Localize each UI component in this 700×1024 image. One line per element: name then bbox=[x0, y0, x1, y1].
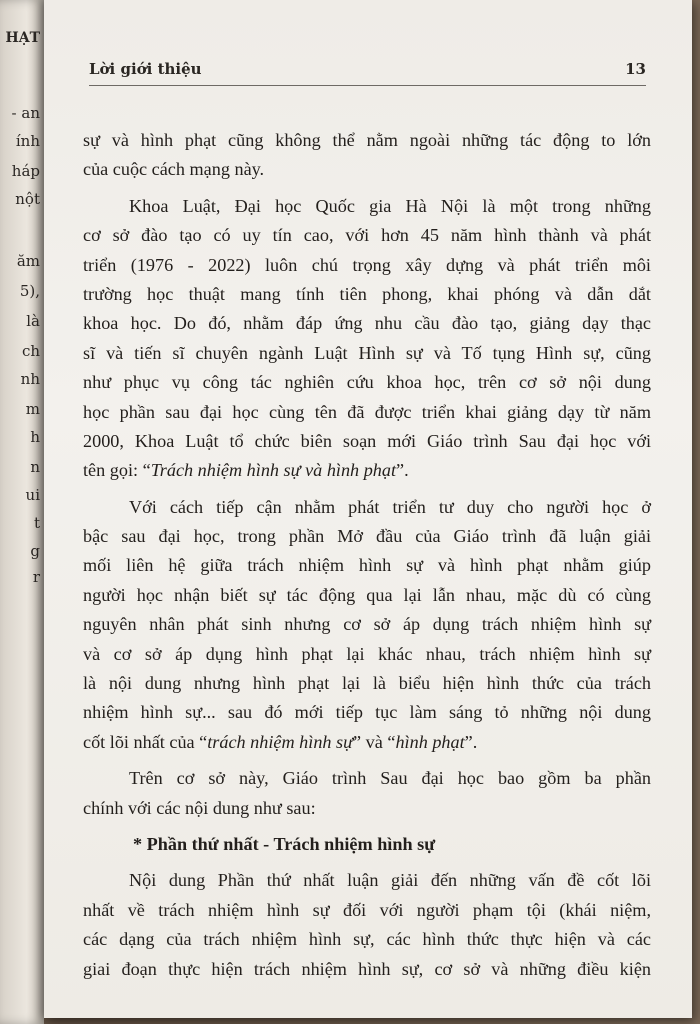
text-line: Với cách tiếp cận nhằm phát triển tư duy cho người học ở bbox=[129, 496, 651, 517]
text-line: nhiệm hình sự... sau đó mới tiếp tục làm sáng tỏ những nội dung bbox=[83, 702, 651, 723]
term-italic: hình phạt bbox=[395, 731, 465, 752]
left-page-fragment: h bbox=[30, 428, 40, 446]
text-line: bậc sau đại học, trong phần Mở đầu của Giáo trình đã luận giải bbox=[83, 526, 651, 547]
left-page-fragment: n bbox=[30, 458, 40, 476]
text-line: chính với các nội dung như sau: bbox=[83, 797, 316, 818]
left-page-fragment: - an bbox=[11, 104, 40, 122]
text-line: Nội dung Phần thứ nhất luận giải đến những vấn đề cốt lõi bbox=[129, 870, 651, 891]
left-page-fragment: ui bbox=[25, 486, 40, 504]
chapter-title: Lời giới thiệu bbox=[89, 60, 202, 78]
paragraph bbox=[83, 126, 651, 185]
text-line: khoa học. Do đó, nhằm đáp ứng nhu cầu đào tạo, giảng dạy thạc bbox=[83, 313, 651, 334]
text-line: sự và hình phạt cũng không thể nằm ngoài những tác động to lớn bbox=[83, 130, 651, 150]
book-title-italic: Trách nhiệm hình sự và hình phạt bbox=[150, 460, 397, 481]
text-line: như phục vụ công tác nghiên cứu khoa học, trên cơ sở nội dung bbox=[83, 372, 651, 393]
text-line: Khoa Luật, Đại học Quốc gia Hà Nội là một trong những bbox=[129, 195, 651, 216]
running-header bbox=[89, 57, 646, 86]
left-page-fragment: là bbox=[26, 312, 40, 330]
left-page-edge bbox=[0, 0, 44, 1024]
text-line bbox=[83, 456, 651, 485]
left-page-fragment: 5), bbox=[19, 282, 40, 300]
text-fragment: tên gọi: “ bbox=[83, 460, 151, 481]
left-page-fragment: háp bbox=[11, 162, 40, 180]
section-heading: * Phần thứ nhất - Trách nhiệm hình sự bbox=[133, 833, 436, 854]
left-page-fragment: HẠT bbox=[5, 30, 40, 46]
text-line: của cuộc cách mạng này. bbox=[83, 159, 265, 180]
paragraph bbox=[83, 192, 651, 486]
paragraph bbox=[83, 866, 651, 984]
text-line bbox=[83, 728, 651, 757]
page-body bbox=[83, 126, 651, 984]
text-line: nhất về trách nhiệm hình sự đối với người phạm tội (khái niệm, bbox=[83, 899, 651, 920]
left-page-fragment: ăm bbox=[16, 252, 40, 270]
text-line: mối liên hệ giữa trách nhiệm hình sự và hình phạt nhằm giúp bbox=[83, 555, 651, 576]
text-line: nguyên nhân phát sinh nhưng cơ sở áp dụng trách nhiệm hình sự bbox=[83, 614, 651, 635]
text-fragment: cốt lõi nhất của “ bbox=[83, 731, 208, 752]
text-line: sĩ và tiến sĩ chuyên ngành Luật Hình sự và Tố tụng Hình sự, cũng bbox=[83, 342, 651, 363]
text-line: cơ sở đào tạo có uy tín cao, với hơn 45 năm hình thành và phát bbox=[83, 225, 651, 246]
text-line: các dạng của trách nhiệm hình sự, các hình thức thực hiện và các bbox=[83, 929, 651, 950]
text-line: triển (1976 - 2022) luôn chú trọng xây dựng và phát triển môi bbox=[83, 254, 651, 275]
text-line: giai đoạn thực hiện trách nhiệm hình sự, cơ sở và những điều kiện bbox=[83, 958, 651, 979]
text-line: học phần sau đại học cùng tên đã được triển khai giảng dạy từ năm bbox=[83, 401, 651, 422]
left-page-fragment: ính bbox=[15, 132, 40, 150]
book-page bbox=[44, 0, 692, 1018]
text-fragment: ”. bbox=[396, 460, 409, 481]
left-page-fragment: ch bbox=[21, 342, 40, 360]
text-line: người học nhận biết sự tác động qua lại lẫn nhau, mặc dù có cùng bbox=[83, 584, 651, 605]
text-line: trường học thuật mang tính tiên phong, khai phóng và dẫn dắt bbox=[83, 283, 651, 304]
left-page-fragment: nh bbox=[20, 370, 40, 388]
text-fragment: ”. bbox=[464, 731, 478, 752]
text-fragment: ” và “ bbox=[353, 731, 396, 752]
left-page-fragment: t bbox=[33, 514, 40, 532]
text-line: là nội dung nhưng hình phạt lại là biểu hiện hình thức của trách bbox=[83, 673, 651, 694]
text-line: Trên cơ sở này, Giáo trình Sau đại học bao gồm ba phần bbox=[129, 768, 651, 789]
paragraph bbox=[83, 764, 651, 823]
term-italic: trách nhiệm hình sự bbox=[207, 731, 354, 752]
paragraph bbox=[83, 493, 651, 758]
page-number: 13 bbox=[625, 60, 646, 78]
left-page-fragment: r bbox=[32, 568, 40, 586]
text-line: và cơ sở áp dụng hình phạt lại khác nhau, trách nhiệm hình sự bbox=[83, 643, 651, 664]
left-page-fragment: m bbox=[25, 400, 40, 418]
left-page-fragment: g bbox=[30, 542, 40, 560]
text-line: 2000, Khoa Luật tổ chức biên soạn mới Giáo trình Sau đại học với bbox=[83, 430, 651, 451]
left-page-fragment: nột bbox=[15, 190, 40, 208]
